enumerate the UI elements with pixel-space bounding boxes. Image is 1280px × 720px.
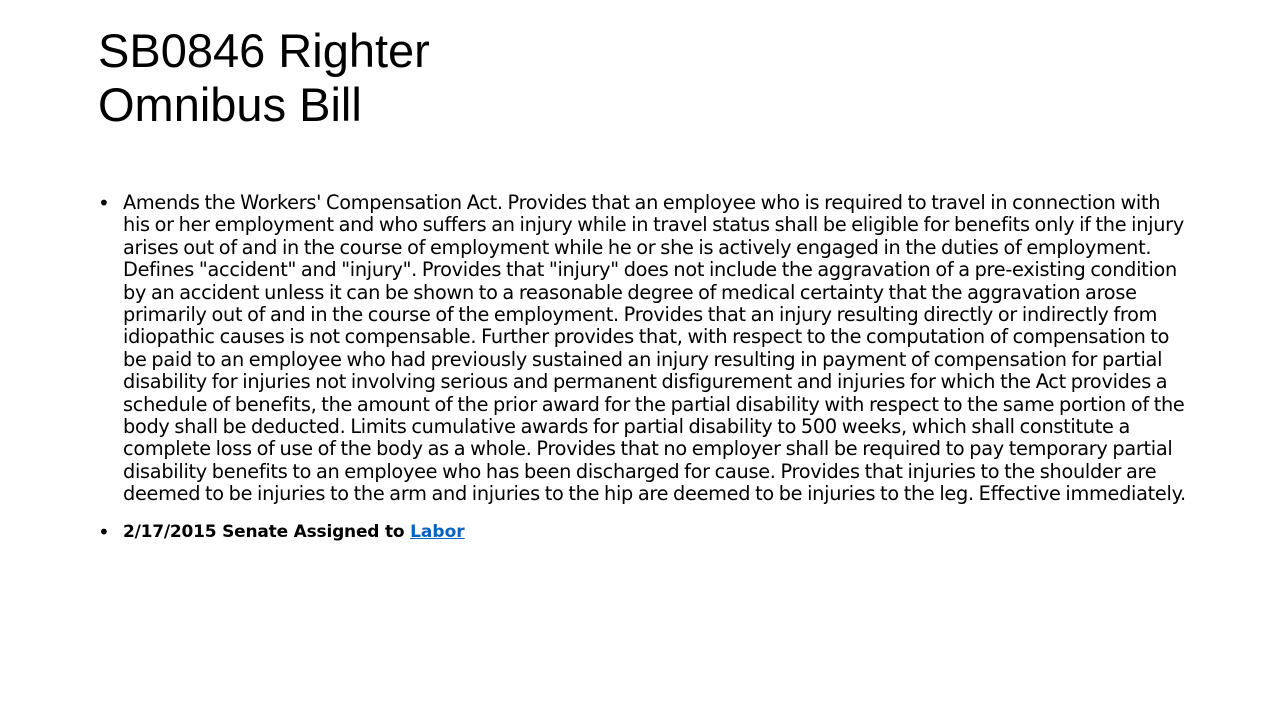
slide-content <box>98 192 1188 543</box>
bill-status-item <box>98 521 1188 543</box>
labor-committee-link[interactable]: Labor <box>410 521 465 542</box>
bill-summary-item <box>98 192 1188 506</box>
bill-status-text: 2/17/2015 Senate Assigned to <box>123 521 411 542</box>
bullet-icon: • <box>98 519 110 544</box>
title-line-1: SB0846 Righter <box>98 24 430 77</box>
bullet-icon: • <box>98 191 110 215</box>
title-line-2: Omnibus Bill <box>98 78 362 131</box>
bill-summary-text: Amends the Workers' Compensation Act. Provides that an employee who is required to travel in connection with his or her employment and who suffers an injury while in travel status shall be eligible for benefits only if the injury arises out of and in the course of employment while he or she is actively engaged in the duties of employment. Defines "accident" and "injury". Provides that "injury" does not include the aggravation of a pre-existing condition by an accident unless it can be shown to a reasonable degree of medical certainty that the aggravation arose primarily out of and in the course of the employment. Provides that an injury resulting directly or indirectly from idiopathic causes is not compensable. Further provides that, with respect to the computation of compensation to be paid to an employee who had previously sustained an injury resulting in payment of compensation for partial disability for injuries not involving serious and permanent disfigurement and injuries for which the Act provides a schedule of benefits, the amount of the prior award for the partial disability with respect to the same portion of the body shall be deducted. Limits cumulative awards for partial disability to 500 weeks, which shall constitute a complete loss of use of the body as a whole. Provides that no employer shall be required to pay temporary partial disability benefits to an employee who has been discharged for cause. Provides that injuries to the shoulder are deemed to be injuries to the arm and injuries to the hip are deemed to be injuries to the leg. Effective immediately. <box>123 191 1186 506</box>
slide-title <box>98 24 1098 132</box>
